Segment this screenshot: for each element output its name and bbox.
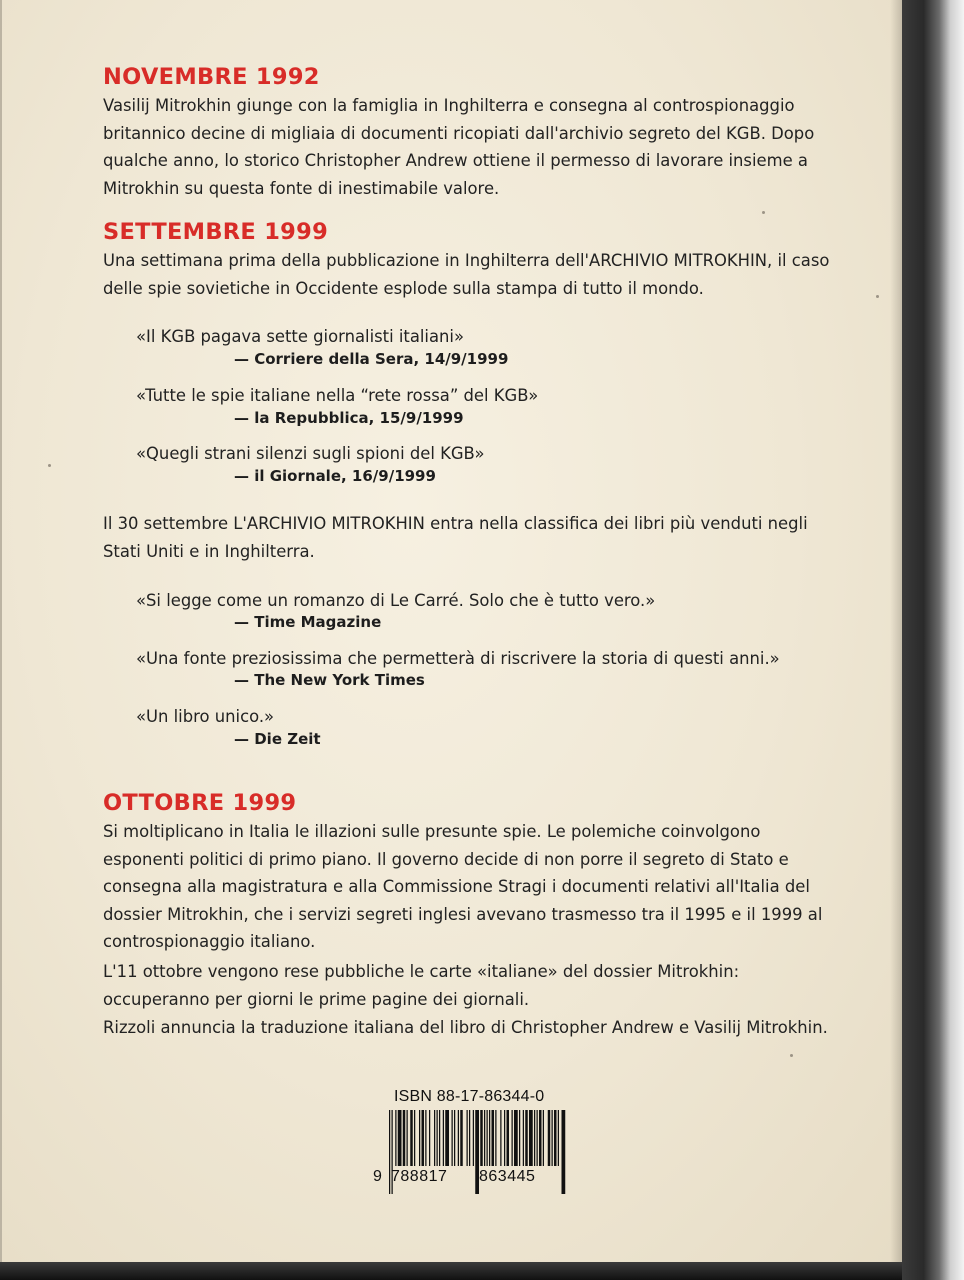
barcode-bar — [504, 1110, 505, 1166]
barcode-bar — [458, 1110, 459, 1166]
section-heading-ottobre-1999: OTTOBRE 1999 — [103, 790, 297, 816]
press-quote: «Il KGB pagava sette giornalisti italiani» — [136, 327, 465, 346]
barcode-bar — [507, 1110, 510, 1166]
barcode-bar — [422, 1110, 425, 1166]
barcode-bar — [484, 1110, 485, 1166]
barcode-bar — [537, 1110, 538, 1166]
barcode-digit-first: 9 — [373, 1168, 383, 1185]
barcode-bar — [445, 1110, 449, 1166]
barcode-bar — [539, 1110, 542, 1166]
barcode-bar — [529, 1110, 533, 1166]
barcode-bar — [548, 1110, 551, 1166]
barcode-digits-right: 863445 — [479, 1168, 536, 1185]
section-heading-novembre-1992: NOVEMBRE 1992 — [103, 64, 320, 90]
barcode-bar — [395, 1110, 396, 1166]
barcode-bar — [437, 1110, 438, 1166]
review-quote-source: — Die Zeit — [234, 730, 321, 748]
barcode-bar — [452, 1110, 453, 1166]
book-bottom-edge — [0, 1262, 902, 1280]
section-paragraph: Rizzoli annuncia la traduzione italiana del libro di Christopher Andrew e Vasilij Mitrokhin. — [103, 1018, 828, 1037]
section-paragraph: L'11 ottobre vengono rese pubbliche le carte «italiane» del dossier Mitrokhin: occuperanno per giorni le prime pagine dei giornali. — [103, 962, 740, 1009]
review-quote: «Una fonte preziosissima che permetterà di riscrivere la storia di questi anni.» — [136, 649, 780, 668]
press-quote-source: — il Giornale, 16/9/1999 — [234, 467, 436, 485]
barcode-bar — [407, 1110, 408, 1166]
review-quote-source: — Time Magazine — [234, 613, 382, 631]
review-quote: «Si legge come un romanzo di Le Carré. Solo che è tutto vero.» — [136, 591, 656, 610]
barcode-bar — [519, 1110, 520, 1166]
barcode-bar — [473, 1110, 474, 1166]
review-quote-source: — The New York Times — [234, 671, 425, 689]
barcode-bar — [552, 1110, 553, 1166]
barcode-bar — [434, 1110, 435, 1166]
section-paragraph: Una settimana prima della pubblicazione in Inghilterra dell'ARCHIVIO MITROKHIN, il caso delle spie sovietiche in Occidente esplode sulla stampa di tutto il mondo. — [103, 251, 830, 298]
barcode-bar — [514, 1110, 518, 1166]
paper-speck — [48, 464, 51, 467]
barcode-bar — [512, 1110, 513, 1166]
barcode-bar — [460, 1110, 463, 1166]
paper-speck — [790, 1054, 793, 1057]
barcode-bar — [398, 1110, 402, 1166]
barcode-bar — [554, 1110, 557, 1166]
book-spine — [902, 0, 964, 1280]
press-quote: «Quegli strani silenzi sugli spioni del KGB» — [136, 444, 485, 463]
barcode-bar — [469, 1110, 470, 1166]
section-paragraph: Vasilij Mitrokhin giunge con la famiglia in Inghilterra e consegna al controspionaggio britannico decine di migliaia di documenti ricopiati dall'archivio segreto del KGB. Dopo qualche anno, lo storico Christopher Andrew ottiene il permesso di lavorare insieme a Mitrokhin su questa fonte di inestimabile valore. — [103, 96, 815, 198]
isbn-label: ISBN 88-17-86344-0 — [394, 1088, 545, 1105]
barcode-bar — [403, 1110, 406, 1166]
barcode-bar — [419, 1110, 420, 1166]
barcode-bar — [525, 1110, 528, 1166]
barcode-digits-left: 788817 — [391, 1168, 448, 1185]
barcode-bar — [480, 1110, 483, 1166]
barcode-bar — [443, 1110, 444, 1166]
barcode-bar — [425, 1110, 426, 1166]
section-paragraph: Il 30 settembre L'ARCHIVIO MITROKHIN entra nella classifica dei libri più venduti negli Stati Uniti e in Inghilterra. — [103, 514, 808, 561]
barcode-digits — [373, 1168, 567, 1186]
press-quote: «Tutte le spie italiane nella “rete rossa” del KGB» — [136, 386, 539, 405]
barcode-bar — [500, 1110, 501, 1166]
barcode-bar — [543, 1110, 544, 1166]
barcode-bar — [429, 1110, 430, 1166]
barcode-bar — [410, 1110, 413, 1166]
barcode-bar — [439, 1110, 440, 1166]
barcode-bar — [534, 1110, 535, 1166]
barcode-bar — [454, 1110, 455, 1166]
barcode-bar — [495, 1110, 496, 1166]
barcode-bar — [492, 1110, 495, 1166]
barcode-bar — [523, 1110, 524, 1166]
press-quote-source: — la Repubblica, 15/9/1999 — [234, 409, 464, 427]
section-heading-settembre-1999: SETTEMBRE 1999 — [103, 219, 329, 245]
press-quote-source: — Corriere della Sera, 14/9/1999 — [234, 350, 509, 368]
barcode-bar — [558, 1110, 559, 1166]
barcode-bar — [489, 1110, 490, 1166]
barcode-bar — [414, 1110, 415, 1166]
barcode-bar — [487, 1110, 488, 1166]
section-paragraph: Si moltiplicano in Italia le illazioni sulle presunte spie. Le polemiche coinvolgono esponenti politici di primo piano. Il governo decide di non porre il segreto di Stato e consegna alla magistratura e alla Commissione Stragi i documenti relativi all'Italia del dossier Mitrokhin, che i servizi segreti inglesi avevano trasmesso tra il 1995 e il 1999 al controspionaggio italiano. — [103, 822, 823, 951]
paper-speck — [762, 211, 765, 214]
paper-speck — [876, 295, 879, 298]
barcode-bar — [467, 1110, 468, 1166]
review-quote: «Un libro unico.» — [136, 707, 275, 726]
